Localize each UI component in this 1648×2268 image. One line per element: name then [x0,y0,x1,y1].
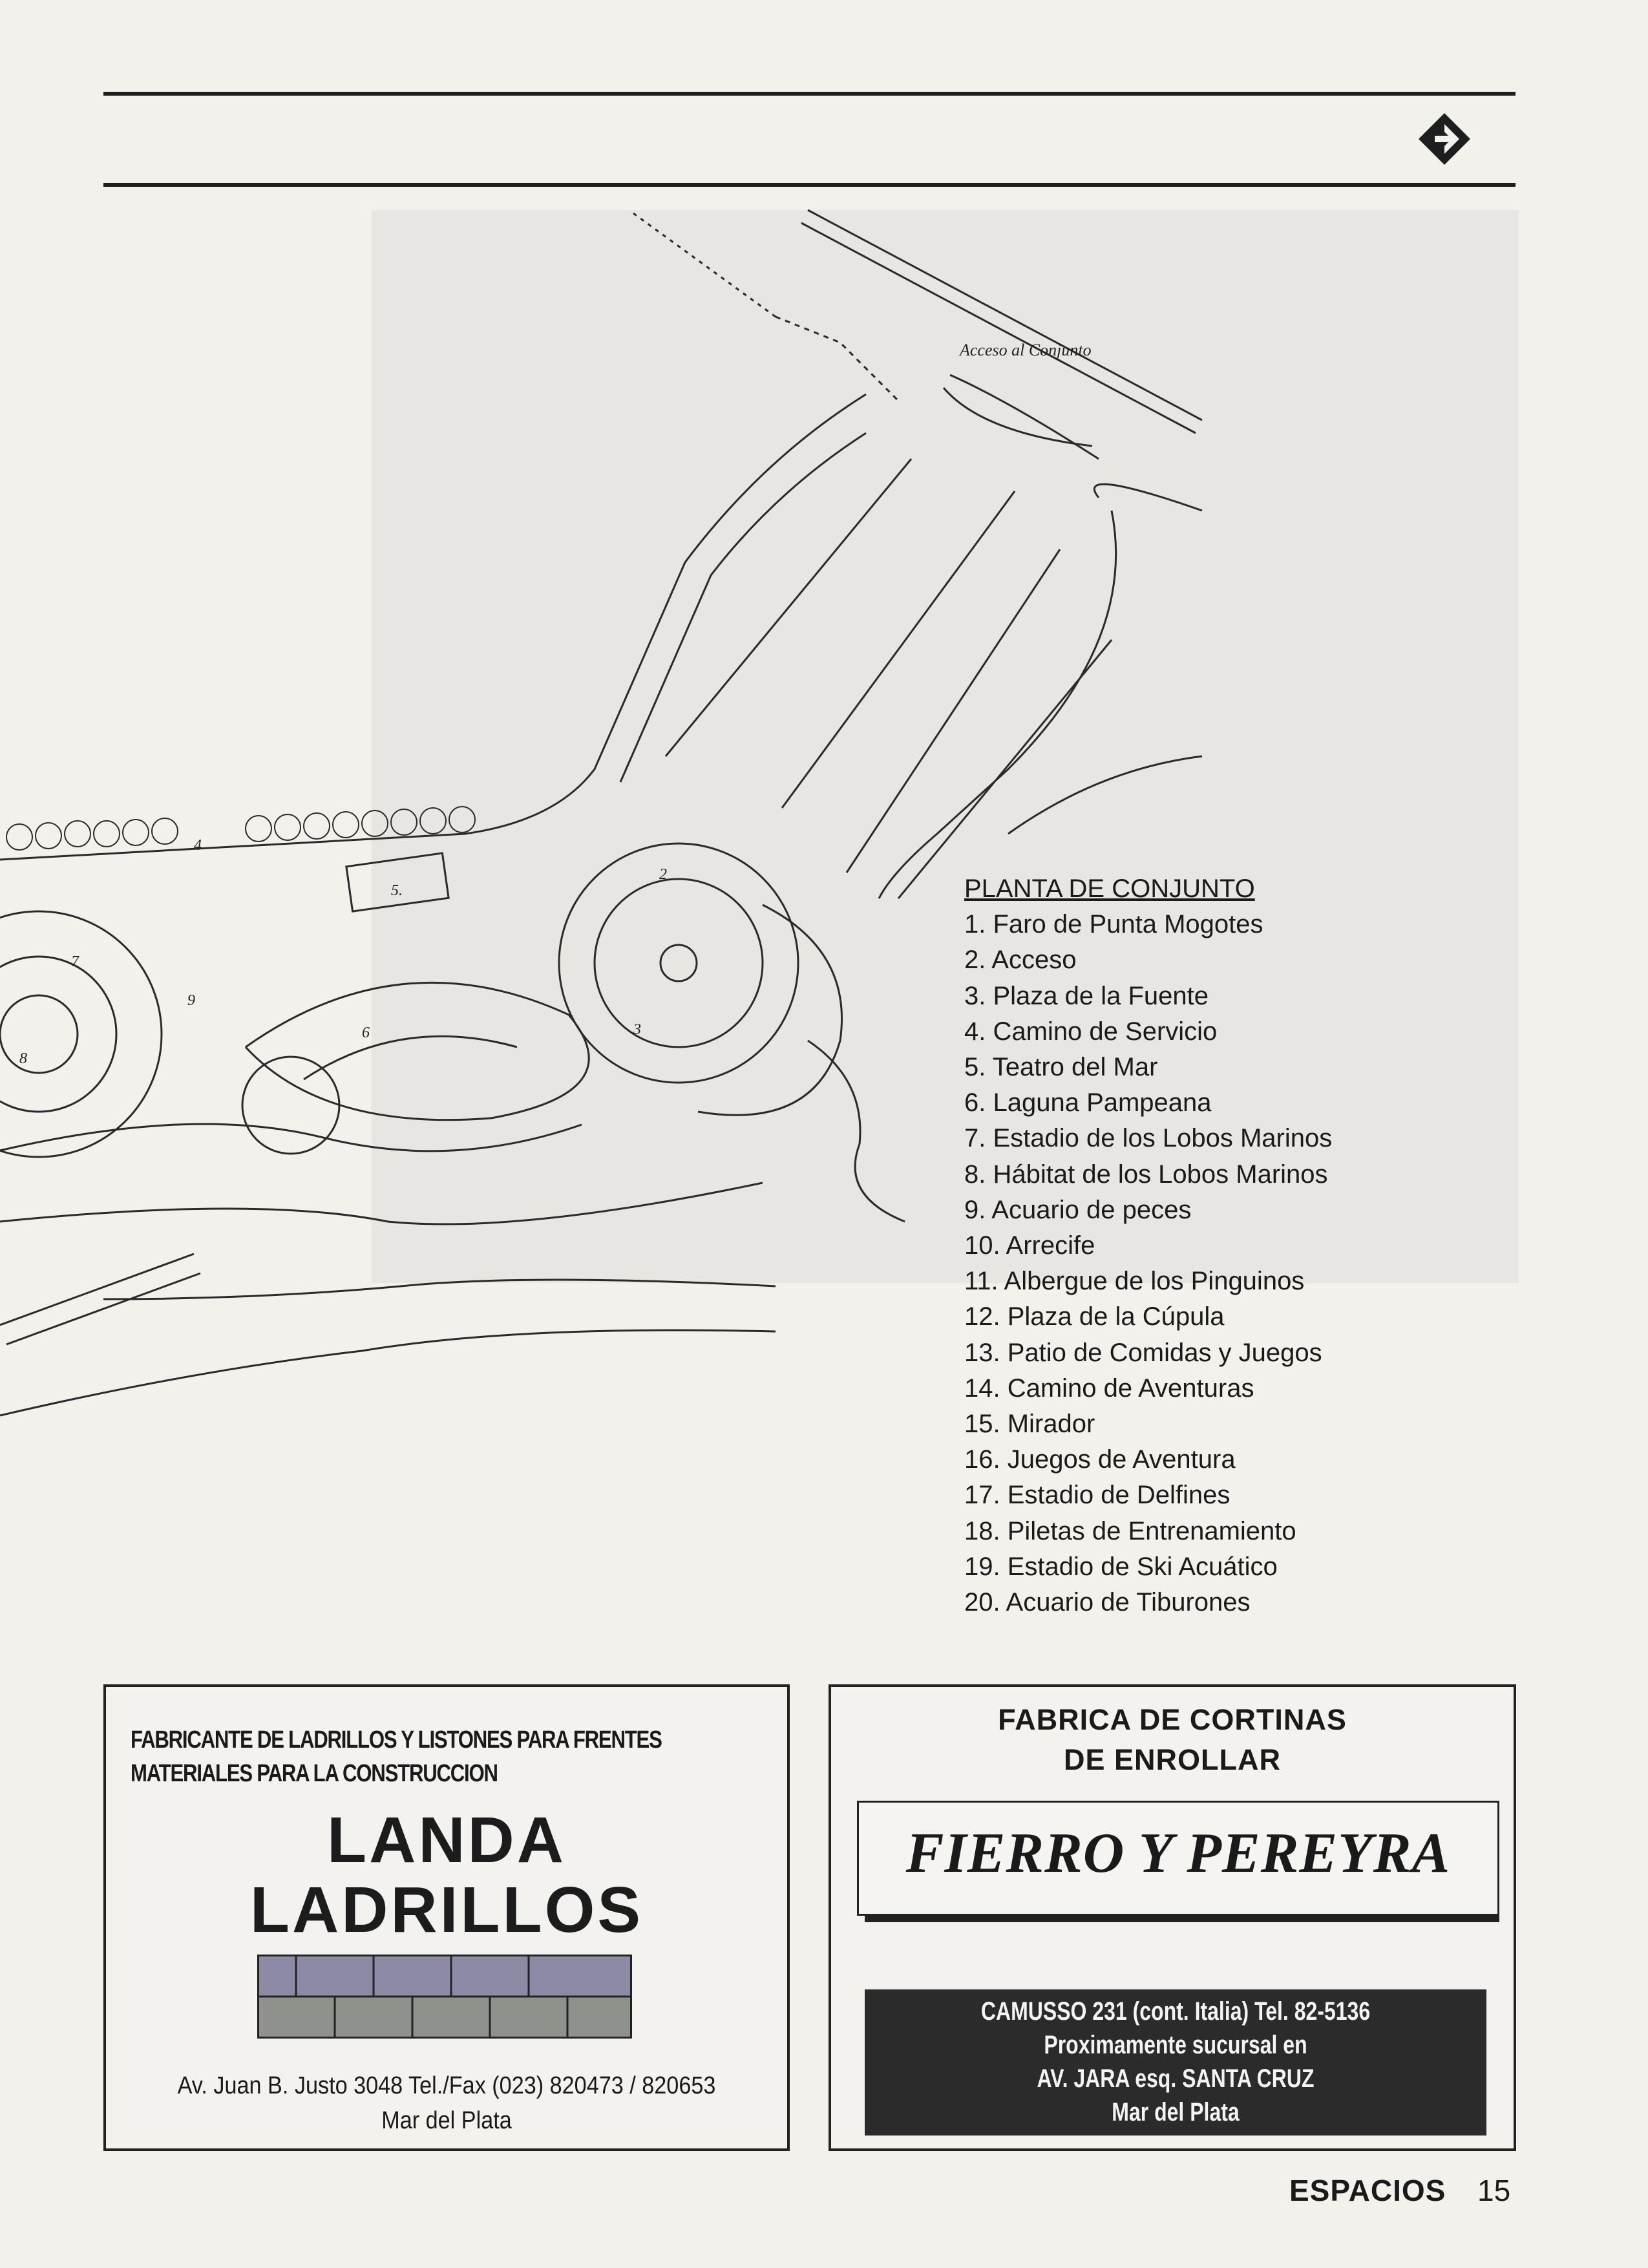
landa-ladrillos-ad [103,1684,790,2151]
legend-item: 18. Piletas de Entrenamiento [964,1516,1296,1545]
legend-item: 17. Estadio de Delfines [964,1481,1231,1510]
legend-item: 19. Estadio de Ski Acuático [964,1552,1278,1581]
plan-number: 8 [19,1050,27,1067]
legend-item: 13. Patio de Comidas y Juegos [964,1338,1322,1367]
fierro-pereyra-ad [829,1684,1516,2151]
ad-heading [831,1700,1514,1780]
company-info-box [865,1989,1486,2136]
legend-item: 11. Albergue de los Pinguinos [964,1267,1305,1296]
plan-number: 2 [659,866,667,883]
legend-item: 2. Acceso [964,946,1077,975]
ad-city: Mar del Plata [381,2107,512,2134]
legend-item: 6. Laguna Pampeana [964,1088,1212,1118]
legend-item: 3. Plaza de la Fuente [964,981,1209,1010]
info-line: AV. JARA esq. SANTA CRUZ [1037,2064,1315,2093]
legend-item: 7. Estadio de los Lobos Marinos [964,1124,1333,1153]
legend-item: 5. Teatro del Mar [964,1053,1158,1082]
tagline-line: FABRICANTE DE LADRILLOS Y LISTONES PARA FRENTES [131,1726,662,1754]
plan-number: 5. [391,882,403,899]
info-line: Mar del Plata [1112,2098,1240,2126]
legend-item: 16. Juegos de Aventura [964,1445,1236,1474]
magazine-logo-icon [1415,110,1474,168]
company-name-box [857,1801,1499,1916]
legend-item: 15. Mirador [964,1410,1095,1439]
header-rule-bottom [103,183,1516,187]
legend-item: 8. Hábitat de los Lobos Marinos [964,1160,1328,1189]
legend-item: 12. Plaza de la Cúpula [964,1302,1225,1331]
legend-item: 4. Camino de Servicio [964,1017,1218,1046]
legend-item: 20. Acuario de Tiburones [964,1588,1251,1617]
legend-item: 1. Faro de Punta Mogotes [964,910,1263,939]
plan-number: 6 [362,1024,370,1041]
magazine-name: ESPACIOS [1289,2174,1446,2207]
plan-number: 3 [633,1021,641,1038]
plan-number: 4 [194,837,202,854]
heading-line: FABRICA DE CORTINAS [998,1703,1347,1736]
company-name: FIERRO Y PEREYRA [905,1822,1451,1885]
legend-item: 14. Camino de Aventuras [964,1373,1254,1403]
access-label: Acceso al Conjunto [960,341,1092,359]
brick-wall-icon [257,1955,632,2039]
header-rule-top [103,92,1516,96]
page-number: 15 [1477,2174,1511,2207]
plan-legend [964,871,1494,1620]
plan-number: 9 [187,992,195,1009]
legend-item: 9. Acuario de peces [964,1195,1192,1224]
ad-address: Av. Juan B. Justo 3048 Tel./Fax (023) 820473 / 820653 [177,2072,716,2099]
tagline-line: MATERIALES PARA LA CONSTRUCCION [131,1760,498,1787]
info-line: Proximamente sucursal en [1044,2031,1307,2059]
legend-item: 10. Arrecife [964,1231,1095,1260]
info-line: CAMUSSO 231 (cont. Italia) Tel. 82-5136 [980,1997,1371,2026]
brand-name: LADRILLOS [249,1874,644,1946]
plan-number: 7 [71,953,79,970]
name-box-shadow [865,1916,1499,1922]
legend-title: PLANTA DE CONJUNTO [964,874,1255,903]
ad-tagline [131,1723,766,1790]
heading-line: DE ENROLLAR [1064,1743,1281,1776]
brand-name: LANDA [327,1804,566,1876]
